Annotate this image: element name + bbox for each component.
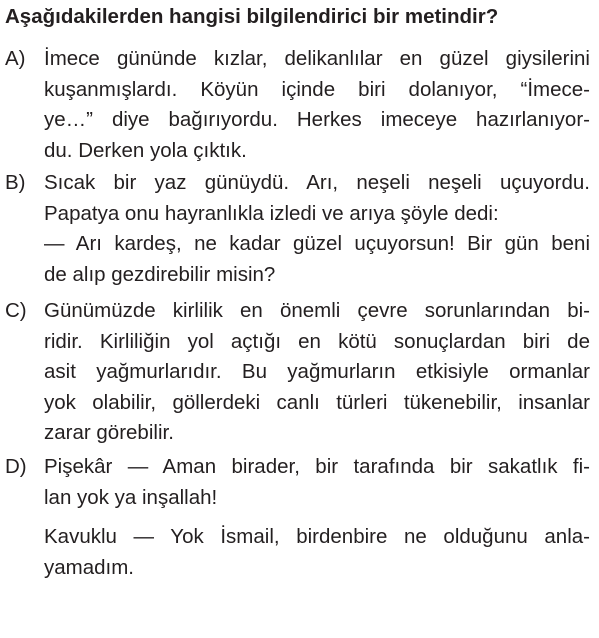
option-d-line: yamadım. <box>44 555 134 579</box>
option-c-line: zarar görebilir. <box>44 421 174 444</box>
option-d-text <box>44 452 590 583</box>
option-a-line: İmece gününde kızlar, delikanlılar en güzel giysilerini <box>44 47 590 70</box>
option-c-line: Günümüzde kirlilik en önemli çevre sorunlarından bi- <box>44 299 590 322</box>
option-a-text <box>44 44 590 166</box>
option-c-line: asit yağmurlarıdır. Bu yağmurların etkisiyle ormanlar <box>44 360 590 383</box>
option-b-letter: B) <box>5 171 26 194</box>
option-b-line: Sıcak bir yaz günüydü. Arı, neşeli neşeli uçuyordu. <box>44 171 590 194</box>
option-a-line: du. Derken yola çıktık. <box>44 138 247 162</box>
option-c-text <box>44 296 590 449</box>
option-d-letter: D) <box>5 455 27 478</box>
option-a-letter: A) <box>5 47 26 70</box>
option-b-text <box>44 168 590 290</box>
question-text: Aşağıdakilerden hangisi bilgilendirici bir metindir? <box>5 5 499 28</box>
option-d-line: Pişekâr — Aman birader, bir tarafında bir sakatlık fi- <box>44 455 590 478</box>
option-d-line: lan yok ya inşallah! <box>44 485 218 509</box>
option-b-line: — Arı kardeş, ne kadar güzel uçuyorsun! Bir gün beni <box>44 232 590 255</box>
option-b-line: Papatya onu hayranlıkla izledi ve arıya şöyle dedi: <box>44 201 499 225</box>
option-c-letter: C) <box>5 299 27 322</box>
option-d-line: Kavuklu — Yok İsmail, birdenbire ne olduğunu anla- <box>44 525 590 548</box>
option-a-line: kuşanmışlardı. Köyün içinde biri dolanıyor, “İmece- <box>44 77 590 101</box>
option-b-line: de alıp gezdirebilir misin? <box>44 262 276 286</box>
option-c-line: yok olabilir, göllerdeki canlı türleri tükenebilir, insanlar <box>44 390 590 414</box>
option-a-line: ye…” diye bağırıyordu. Herkes imeceye hazırlanıyor- <box>44 108 590 131</box>
option-c-line: ridir. Kirliliğin yol açtığı en kötü sonuçlardan biri de <box>44 329 590 353</box>
